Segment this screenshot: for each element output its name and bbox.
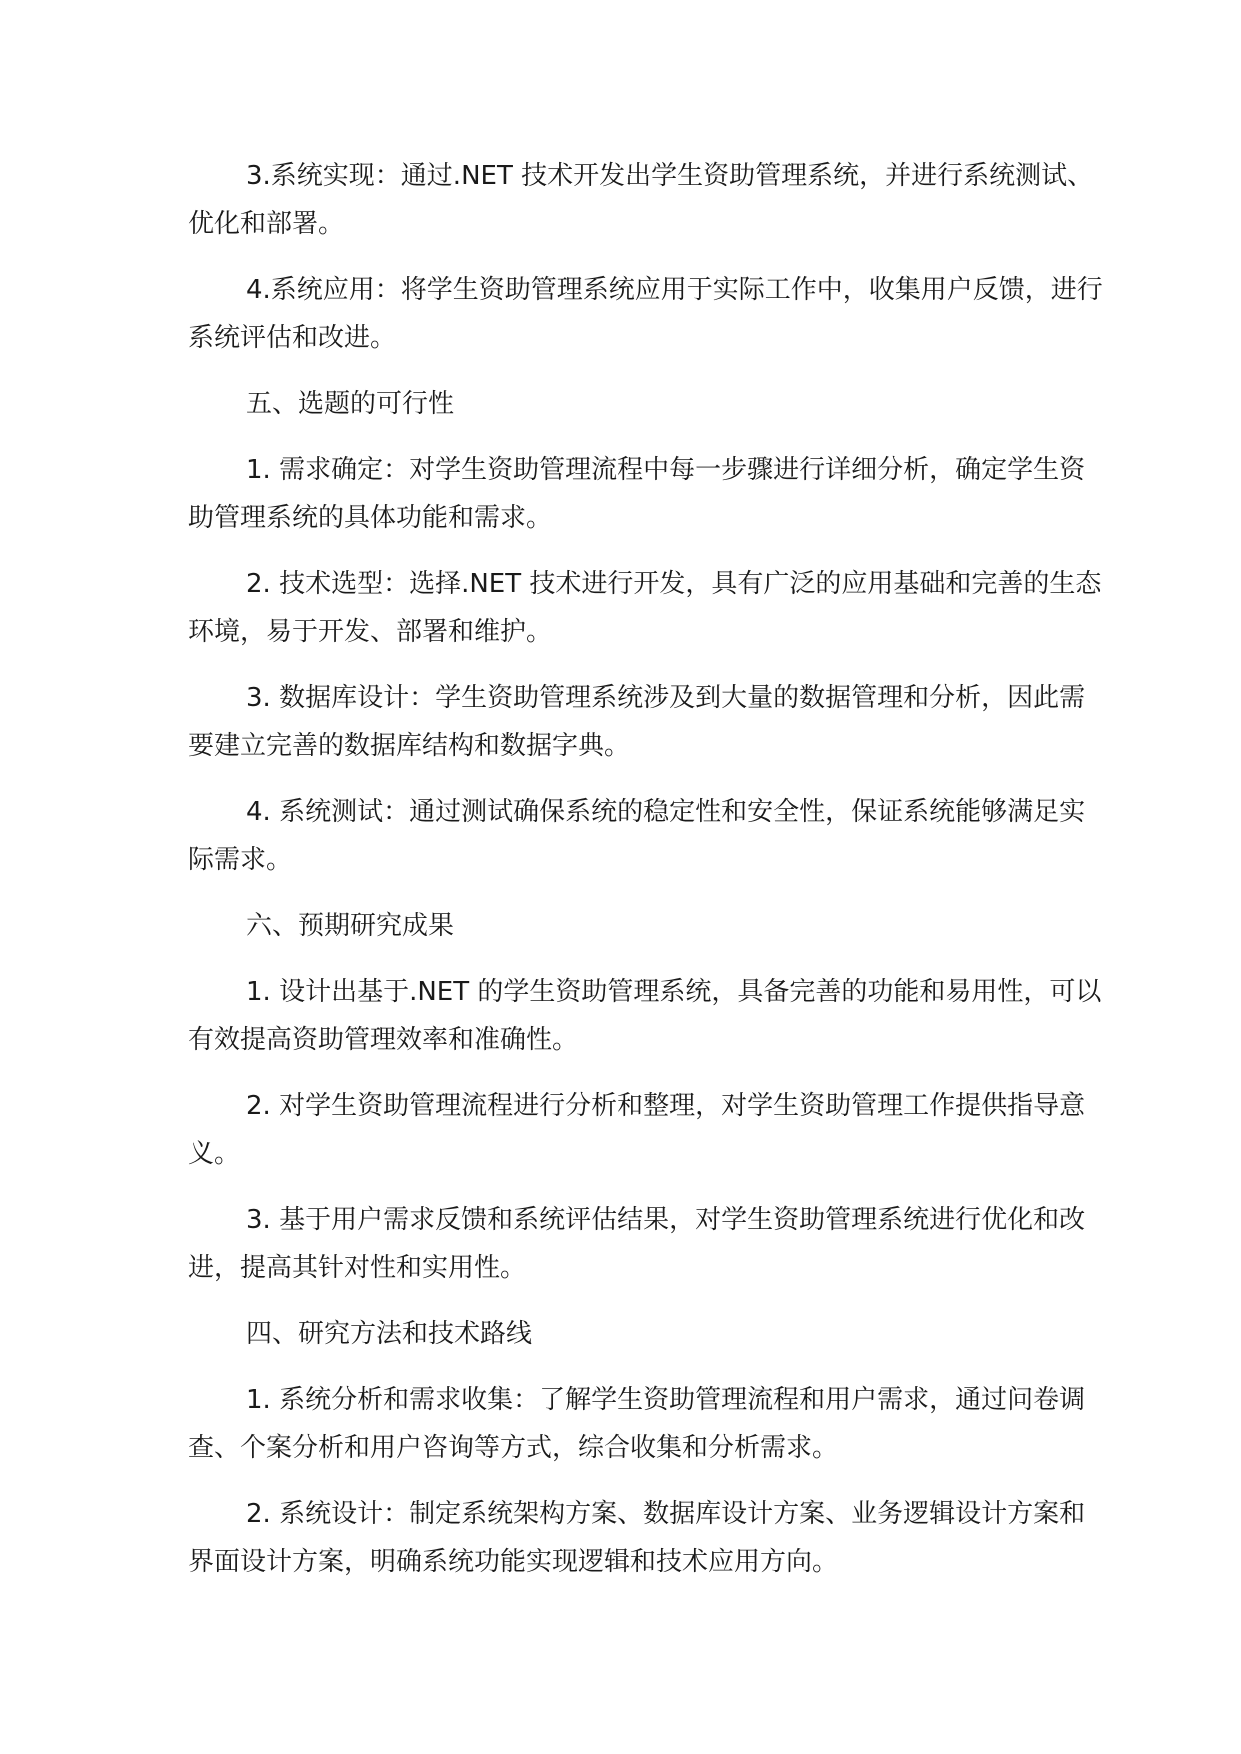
paragraph-system-implementation: 3.系统实现：通过.NET 技术开发出学生资助管理系统，并进行系统测试、优化和部署。 — [188, 161, 1094, 239]
section-heading-methods: 四、研究方法和技术路线 — [246, 1319, 533, 1349]
paragraph-tech-selection: 2. 技术选型：选择.NET 技术进行开发，具有广泛的应用基础和完善的生态环境，易于开发、部署和维护。 — [188, 569, 1102, 647]
paragraph-requirements: 1. 需求确定：对学生资助管理流程中每一步骤进行详细分析，确定学生资助管理系统的具体功能和需求。 — [188, 455, 1086, 533]
section-heading-expected-results: 六、预期研究成果 — [246, 911, 455, 941]
document-body — [188, 152, 1108, 1604]
paragraph-result-process: 2. 对学生资助管理流程进行分析和整理，对学生资助管理工作提供指导意义。 — [188, 1091, 1086, 1169]
section-heading-feasibility: 五、选题的可行性 — [246, 389, 455, 419]
paragraph-design: 2. 系统设计：制定系统架构方案、数据库设计方案、业务逻辑设计方案和界面设计方案，明确系统功能实现逻辑和技术应用方向。 — [188, 1499, 1086, 1577]
paragraph-system-testing: 4. 系统测试：通过测试确保系统的稳定性和安全性，保证系统能够满足实际需求。 — [188, 797, 1086, 875]
paragraph-database-design: 3. 数据库设计：学生资助管理系统涉及到大量的数据管理和分析，因此需要建立完善的数据库结构和数据字典。 — [188, 683, 1086, 761]
paragraph-analysis: 1. 系统分析和需求收集：了解学生资助管理流程和用户需求，通过问卷调查、个案分析和用户咨询等方式，综合收集和分析需求。 — [188, 1385, 1086, 1463]
paragraph-system-application: 4.系统应用：将学生资助管理系统应用于实际工作中，收集用户反馈，进行系统评估和改进。 — [188, 275, 1103, 353]
paragraph-result-system: 1. 设计出基于.NET 的学生资助管理系统，具备完善的功能和易用性，可以有效提高资助管理效率和准确性。 — [188, 977, 1102, 1055]
paragraph-result-optimization: 3. 基于用户需求反馈和系统评估结果，对学生资助管理系统进行优化和改进，提高其针对性和实用性。 — [188, 1205, 1086, 1283]
